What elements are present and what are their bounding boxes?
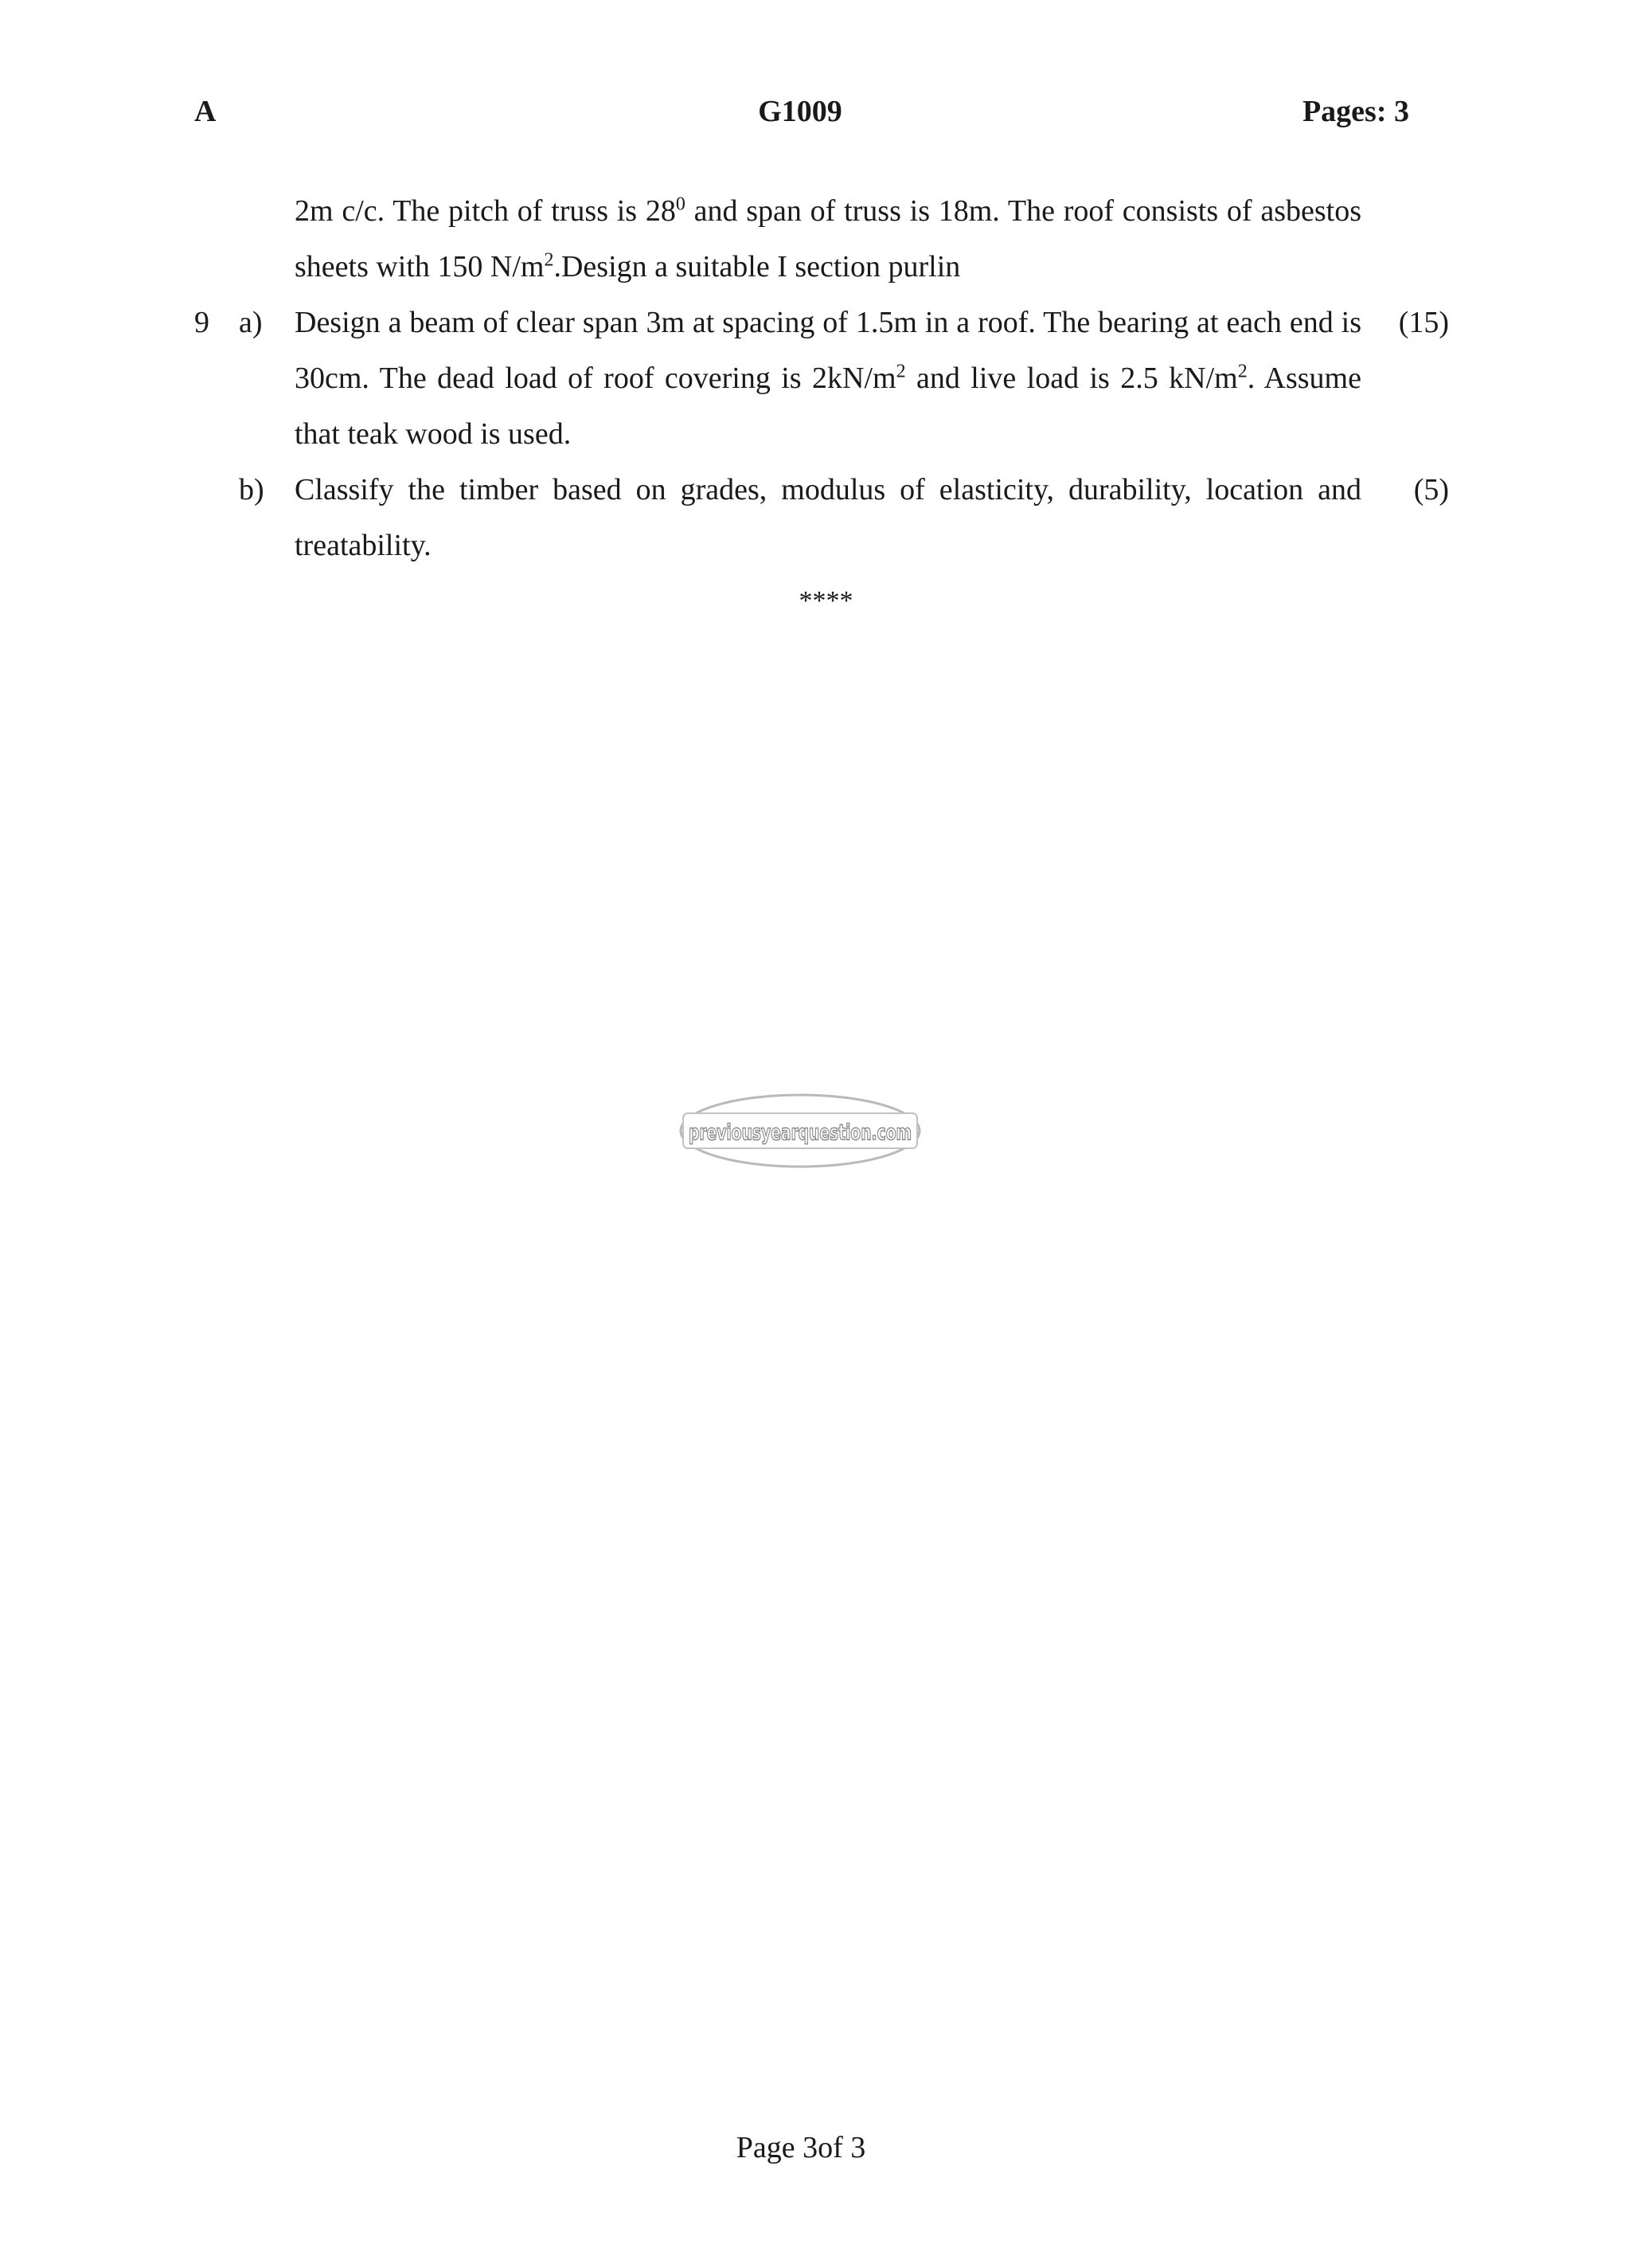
page-header [0,94,1592,142]
header-page-count: Pages: 3 [1302,95,1409,128]
page-footer: Page 3of 3 [736,2131,866,2164]
sub-question-label: a) [239,306,263,339]
sub-question-label: b) [239,473,264,506]
question-number: 9 [194,306,209,339]
question-content [0,183,1592,629]
question-9b-marks: (5) [1413,473,1449,506]
end-marker: **** [799,586,853,616]
watermark-logo [678,1093,922,1169]
watermark-logo-icon [678,1093,922,1169]
question-9b-text: Classify the timber based on grades, modulus of elasticity, durability, location and treatability. [295,473,1361,562]
question-9b [0,462,1592,573]
question-9a-text: Design a beam of clear span 3m at spacing of 1.5m in a roof. The bearing at each end is 30cm. The dead load of roof covering is $2kN/m^2$ and live load is 2.5 $kN/m^2$. Assume that teak wood is used. [295,306,1361,451]
question-9a [0,295,1592,462]
watermark-text: previousyearquestion.com [689,1120,912,1145]
header-paper-code: G1009 [758,95,842,128]
question-9a-marks: (15) [1398,306,1449,339]
continuation-text: 2m c/c. The pitch of truss is $28^0$ and span of truss is 18m. The roof consists of asbestos sheets with 150 $N/m^2.Design$ a suitable I section purlin [295,194,1361,283]
header-series: A [194,95,217,128]
continuation-block [0,183,1592,295]
